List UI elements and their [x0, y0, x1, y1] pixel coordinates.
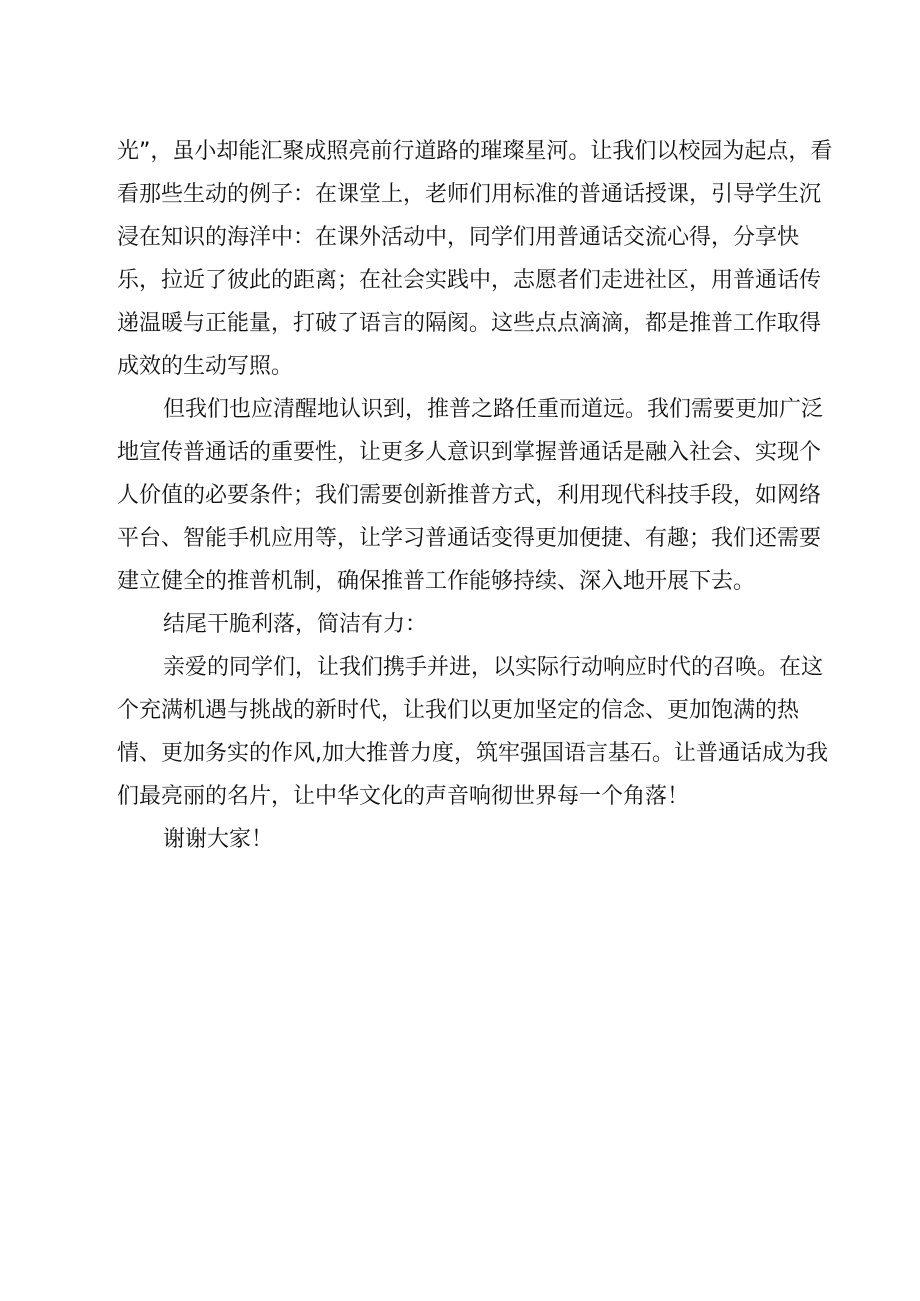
paragraph-closing-appeal: 亲爱的同学们，让我们携手并进，以实际行动响应时代的召唤。在这个充满机遇与挑战的新时代，让我们以更加坚定的信念、更加饱满的热情、更加务实的作风,加大推普力度，筑牢强国语言基石。让普通话成为我们最亮丽的名片，让中华文化的声音响彻世界每一个角落！	[117, 655, 828, 809]
paragraph-challenges: 但我们也应清醒地认识到，推普之路任重而道远。我们需要更加广泛地宣传普通话的重要性，让更多人意识到掌握普通话是融入社会、实现个人价值的必要条件；我们需要创新推普方式，利用现代科技手段，如网络平台、智能手机应用等，让学习普通话变得更加便捷、有趣；我们还需要建立健全的推普机制，确保推普工作能够持续、深入地开展下去。	[117, 397, 824, 594]
paragraph-thanks: 谢谢大家！	[163, 827, 274, 852]
paragraph-ending-note: 结尾干脆利落，简洁有力：	[163, 612, 428, 637]
paragraph-continuation: 光”，虽小却能汇聚成照亮前行道路的璀璨星河。让我们以校园为起点，看看那些生动的例子：在课堂上，老师们用标准的普通话授课，引导学生沉浸在知识的海洋中：在课外活动中，同学们用普通话交流心得，分享快乐，拉近了彼此的距离；在社会实践中，志愿者们走进社区，用普通话传递温暖与正能量，打破了语言的隔阂。这些点点滴滴，都是推普工作取得成效的生动写照。	[117, 139, 833, 379]
document-body	[117, 130, 837, 861]
